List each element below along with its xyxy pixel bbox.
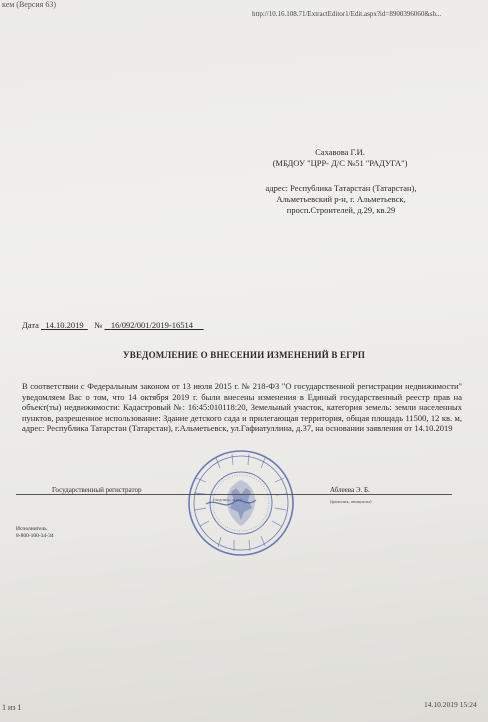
document-body: В соответствии с Федеральным законом от 13 июля 2015 г. № 218-ФЗ "О государственной регистрации недвижимости" уведомляем Вас о том, что 14 октября 2019 г. были внесены изменения в Единый государственный реестр прав на объект(ты) недвижимости: Кадастровый №: 16:45:010118:20, Земельный участок, категория земель: земли населенных пунктов, разрешенное использование: Здание детского сада и прилегающая территория, общая площадь 11500, 12 кв. м, адрес: Республика Татарстан (Татарстан), г.Альметьевск, ул.Гафиатуллина, д.37, на основании заявления от 14.10.2019 — [22, 381, 462, 433]
signature-caption-sign: (подпись, м.п.) — [213, 497, 242, 502]
address-line-1: адрес: Республика Татарстан (Татарстан), — [265, 183, 417, 193]
date-number-line — [22, 320, 204, 330]
header-url: http://10.16.108.71/ExtractEditor1/Edit.aspx?id=8900396060&sh... — [252, 10, 442, 18]
signature-role: Государственный регистратор — [52, 486, 142, 494]
number-label: № — [94, 320, 103, 330]
number-value: 16/092/001/2019-16514 — [110, 320, 193, 330]
document-title: УВЕДОМЛЕНИЕ О ВНЕСЕНИИ ИЗМЕНЕНИЙ В ЕГРП — [122, 350, 366, 360]
recipient-org: (МБДОУ "ЦРР- Д/С №51 "РАДУГА") — [272, 158, 408, 168]
footer-page-number: 1 из 1 — [2, 703, 22, 712]
address-line-2: Альметьевский р-н, г. Альметьевск, — [276, 194, 406, 204]
executor-label: Исполнитель — [16, 526, 47, 532]
executor-phone: 8-800-100-34-34 — [16, 533, 54, 539]
footer-timestamp: 14.10.2019 15:24 — [424, 700, 477, 709]
official-seal-icon — [186, 448, 296, 558]
recipient-name: Сахавова Г.И. — [315, 147, 365, 157]
date-value: 14.10.2019 — [45, 320, 84, 330]
address-block — [236, 183, 446, 216]
signature-caption-name: (фамилия, инициалы) — [330, 499, 372, 504]
header-left-text: кем (Версия 63) — [2, 0, 57, 9]
recipient-block — [240, 147, 440, 169]
date-label: Дата — [22, 320, 39, 330]
signature-name: Аблеева Э. Б. — [330, 486, 370, 494]
signature-line — [16, 494, 452, 495]
executor-block — [16, 526, 54, 540]
address-line-3: просп.Строителей, д.29, кв.29 — [286, 205, 396, 215]
